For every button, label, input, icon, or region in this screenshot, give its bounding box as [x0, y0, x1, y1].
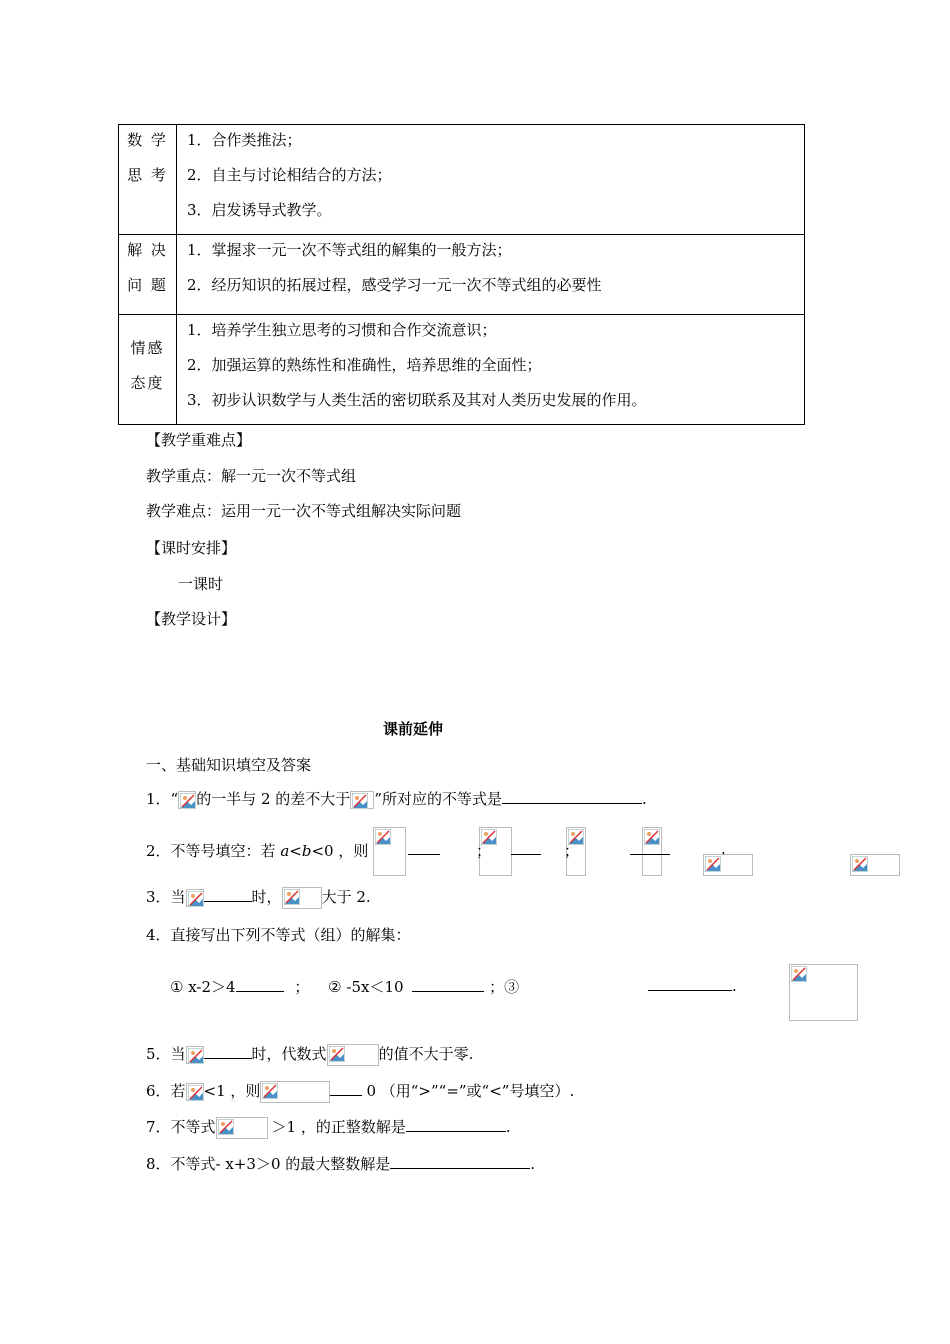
- items-cell: [177, 235, 805, 315]
- q7-text: .: [505, 1118, 511, 1136]
- category-line: 态度: [130, 374, 165, 392]
- formula-image: [789, 964, 858, 1021]
- exercise-title: 课前延伸: [383, 720, 444, 738]
- question-8: [146, 1153, 535, 1174]
- broken-image-icon: [178, 791, 196, 809]
- answer-blank[interactable]: [648, 976, 732, 991]
- items-cell: [177, 315, 805, 425]
- q4-sep: ；: [294, 978, 310, 996]
- answer-blank[interactable]: [406, 1117, 506, 1132]
- answer-blank[interactable]: [408, 840, 440, 855]
- objectives-table: [118, 124, 805, 425]
- q3-text: 时，: [251, 888, 282, 906]
- list-item: 3．启发诱导式教学。: [187, 201, 332, 219]
- formula-image: [216, 1117, 268, 1139]
- list-item: 1．培养学生独立思考的习惯和合作交流意识；: [187, 321, 497, 339]
- q5-text: 时，代数式: [251, 1045, 327, 1063]
- category-cell: [119, 315, 177, 425]
- q1-text: .: [641, 790, 647, 808]
- question-5: [146, 1043, 473, 1066]
- formula-image: [260, 1081, 330, 1103]
- q4-end: .: [732, 977, 737, 995]
- list-item: 2．加强运算的熟练性和准确性，培养思维的全面性；: [187, 356, 542, 374]
- q6-text: 6．若: [146, 1082, 186, 1100]
- answer-blank[interactable]: [236, 977, 284, 992]
- q2-semicolon: ；: [476, 842, 492, 860]
- formula-image: [373, 827, 406, 876]
- q6-text: <1 ，则: [203, 1082, 261, 1100]
- question-4-tail: [648, 976, 737, 995]
- answer-blank[interactable]: [204, 887, 252, 902]
- items-cell: [177, 125, 805, 235]
- q4-sep: ；③: [489, 978, 520, 996]
- answer-blank[interactable]: [204, 1044, 252, 1059]
- q1-text: ”所对应的不等式是: [374, 790, 502, 808]
- question-1: [146, 788, 647, 809]
- list-item: 2．经历知识的拓展过程，感受学习一元一次不等式组的必要性: [187, 276, 602, 294]
- formula-image: [282, 887, 322, 909]
- q2-text: <0 ，则: [311, 842, 369, 860]
- question-4: 4．直接写出下列不等式（组）的解集：: [146, 926, 411, 944]
- q5-text: 的值不大于零.: [378, 1045, 474, 1063]
- difficult-point-text: 教学难点：运用一元一次不等式组解决实际问题: [146, 502, 462, 520]
- design-heading: 【教学设计】: [146, 610, 237, 628]
- q6-text: 0 （用“>”“=”或“<”号填空）.: [366, 1082, 575, 1100]
- q5-text: 5．当: [146, 1045, 186, 1063]
- category-cell: [119, 125, 177, 235]
- question-6: [146, 1080, 574, 1103]
- q1-text: 的一半与 2 的差不大于: [196, 790, 351, 808]
- answer-blank[interactable]: [630, 840, 670, 855]
- key-points-heading: 【教学重难点】: [146, 431, 252, 449]
- q4-item: ② -5x＜10: [328, 978, 404, 996]
- category-line: 情感: [130, 339, 165, 357]
- list-item: 2．自主与讨论相结合的方法；: [187, 166, 392, 184]
- q3-text: 大于 2.: [321, 888, 371, 906]
- category-line: 问 题: [127, 276, 168, 294]
- q7-text: 7．不等式: [146, 1118, 216, 1136]
- question-4-items: [170, 976, 519, 997]
- list-item: 3．初步认识数学与人类生活的密切联系及其对人类历史发展的作用。: [187, 391, 647, 409]
- category-line: 思 考: [127, 166, 168, 184]
- broken-image-icon: [350, 791, 374, 809]
- schedule-heading: 【课时安排】: [146, 539, 237, 557]
- list-item: 1．合作类推法；: [187, 131, 302, 149]
- category-line: 数 学: [127, 131, 168, 149]
- var-a: a: [280, 842, 290, 860]
- answer-blank[interactable]: [511, 840, 541, 855]
- broken-image-icon: [186, 1083, 204, 1101]
- broken-image-icon: [186, 1046, 204, 1064]
- q2-end: .: [721, 840, 726, 858]
- list-item: 1．掌握求一元一次不等式组的解集的一般方法；: [187, 241, 512, 259]
- q8-text: 8．不等式- x+3＞0 的最大整数解是: [146, 1155, 391, 1173]
- table-row: [119, 315, 805, 425]
- q4-item: ① x-2＞4: [170, 978, 236, 996]
- q2-text: 2．不等号填空：若: [146, 842, 281, 860]
- q8-text: .: [530, 1155, 536, 1173]
- q2-text: <: [289, 842, 302, 860]
- var-b: b: [301, 842, 312, 860]
- schedule-value: 一课时: [178, 575, 224, 593]
- key-point-text: 教学重点：解一元一次不等式组: [146, 467, 357, 485]
- formula-image: [327, 1044, 379, 1066]
- q2-semicolon: ；: [564, 842, 580, 860]
- category-cell: [119, 235, 177, 315]
- answer-blank[interactable]: [330, 1081, 362, 1096]
- formula-image: [850, 854, 900, 876]
- answer-blank[interactable]: [390, 1154, 530, 1169]
- question-7: [146, 1116, 511, 1139]
- table-row: [119, 235, 805, 315]
- answer-blank[interactable]: [412, 977, 484, 992]
- table-row: [119, 125, 805, 235]
- exercise-subtitle: 一、基础知识填空及答案: [146, 756, 312, 774]
- question-3: [146, 886, 371, 909]
- q1-text: 1．“: [146, 790, 179, 808]
- formula-image: [703, 854, 753, 876]
- answer-blank[interactable]: [502, 789, 642, 804]
- q3-text: 3．当: [146, 888, 186, 906]
- category-line: 解 决: [127, 241, 168, 259]
- q7-text: ＞1 ，的正整数解是: [271, 1118, 406, 1136]
- question-2: [146, 840, 368, 861]
- broken-image-icon: [186, 889, 204, 907]
